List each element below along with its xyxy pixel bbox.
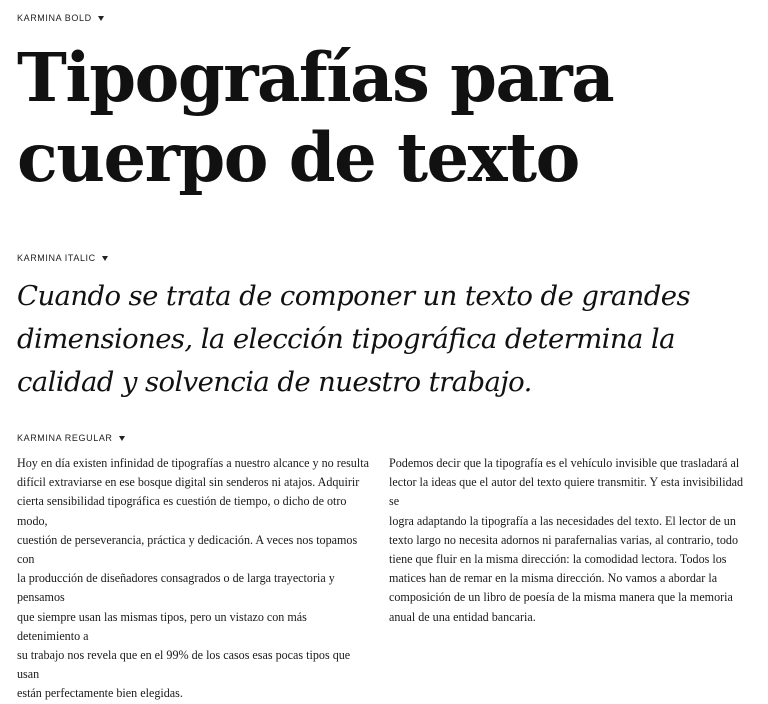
- body-line: Hoy en día existen infinidad de tipografías a nuestro alcance y no resulta: [17, 456, 369, 470]
- body-line: Podemos decir que la tipografía es el vehículo invisible que trasladará al: [389, 456, 740, 470]
- body-line: texto largo no necesita adornos ni parafernalias varias, al contrario, todo: [389, 532, 739, 547]
- body-column-2: [389, 454, 747, 627]
- headline-line-1: Tipografías para: [17, 38, 614, 117]
- body-column-1: [17, 454, 372, 704]
- body-line: difícil extraviarse en ese bosque digital sin senderos ni atajos. Adquirir: [17, 475, 360, 490]
- body-line: cierta sensibilidad tipográfica es cuestión de tiempo, o dicho de otro modo,: [17, 494, 347, 528]
- body-line: están perfectamente bien elegidas.: [17, 686, 183, 701]
- lede-line-1: Cuando se trata de componer un texto de grandes: [17, 280, 690, 312]
- body-line: composición de un libro de poesía de la misma manera que la memoria: [389, 590, 733, 605]
- font-selector-regular[interactable]: [17, 433, 125, 443]
- caret-down-icon: [102, 256, 108, 261]
- body-line: matices han de remar en la misma dirección. No vamos a abordar la: [389, 571, 718, 586]
- body-line: lector la ideas que el autor del texto quiere transmitir. Y esta invisibilidad se: [389, 475, 744, 509]
- font-selector-regular-label: KARMINA REGULAR: [17, 433, 113, 443]
- font-selector-italic[interactable]: [17, 253, 108, 263]
- body-line: logra adaptando la tipografía a las necesidades del texto. El lector de un: [389, 513, 736, 528]
- body-line: la producción de diseñadores consagrados o de larga trayectoria y pensamos: [17, 571, 335, 605]
- lede-line-2: dimensiones, la elección tipográfica determina la: [17, 323, 675, 355]
- body-line: cuestión de perseverancia, práctica y dedicación. A veces nos topamos con: [17, 532, 358, 567]
- page-headline: [17, 38, 757, 198]
- lede-line-3: calidad y solvencia de nuestro trabajo.: [17, 366, 532, 398]
- body-line: tiene que fluir en la misma dirección: la comodidad lectora. Todos los: [389, 552, 727, 567]
- body-line: su trabajo nos revela que en el 99% de los casos esas pocas tipos que usan: [17, 648, 351, 682]
- caret-down-icon: [98, 16, 104, 21]
- headline-line-2: cuerpo de texto: [17, 118, 579, 197]
- lede-paragraph: [17, 275, 757, 404]
- font-selector-bold-label: KARMINA BOLD: [17, 13, 92, 23]
- font-selector-bold[interactable]: [17, 13, 104, 23]
- font-selector-italic-label: KARMINA ITALIC: [17, 253, 96, 263]
- body-line: que siempre usan las mismas tipos, pero un vistazo con más detenimiento a: [17, 609, 307, 643]
- body-line: anual de una entidad bancaria.: [389, 609, 536, 624]
- caret-down-icon: [119, 436, 125, 441]
